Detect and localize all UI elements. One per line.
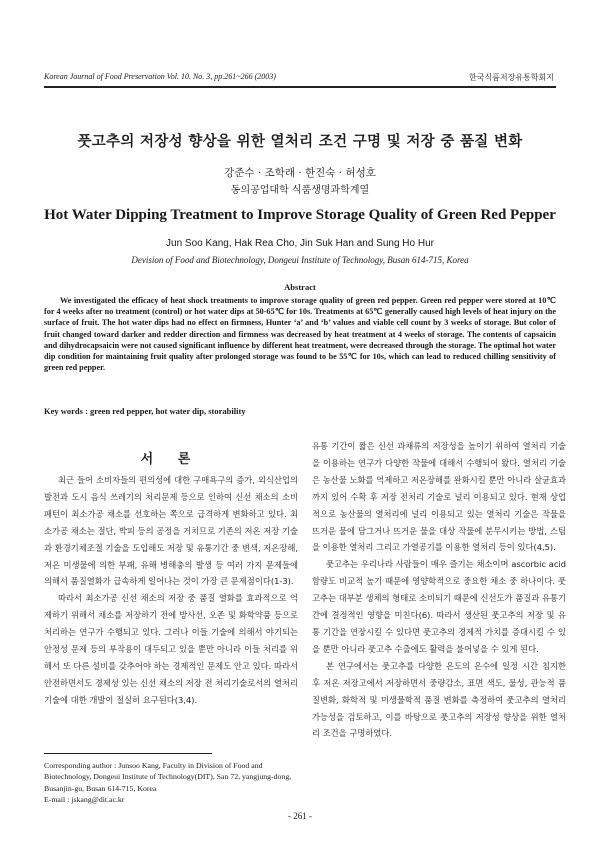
paragraph: 풋고추는 우리나라 사람들이 매우 즐기는 채소이며 ascorbic acid 함량도 비교적 높기 때문에 영양학적으로 중요한 채소 중 하나이다. 풋고추는 대부분 생체의 형태로 소비되기 때문에 신선도가 품질과 유통기간에 결정적인 영향을 미친다(6). 따라서 생산된 풋고추의 저장 및 유통 기간을 연장시킬 수 있다면 풋고추의 경제적 가치를 증대시킬 수 있을 뿐만 아니라 풋고추 수출에도 활력을 불어넣을 수 있게 된다. — [312, 559, 566, 654]
korean-title: 풋고추의 저장성 향상을 위한 열처리 조건 구명 및 저장 중 품질 변화 — [77, 133, 523, 150]
corresponding-author-footnote — [44, 760, 294, 806]
paragraph: 최근 들어 소비자들의 편의성에 대한 구매욕구의 증가, 외식산업의 발전과 도시 음식 쓰레기의 처리문제 등으로 인하여 신선 채소의 소비패턴이 최소가공 채소를 선호하는 쪽으로 급격하게 변화하고 있다. 최소가공 채소는 절단, 박피 등의 공정을 거치므로 기존의 저온 저장 기술과 환경기체조절 기술을 도입해도 저장 및 유통기간 중 변색, 저온장해, 저온 미생물에 의한 부패, 유해 병해충의 발생 등 여러 가지 문제들에 의해서 품질열화가 급속하게 일어나는 것이 가장 큰 문제점이다(1-3). — [44, 475, 298, 587]
english-title: Hot Water Dipping Treatment to Improve Storage Quality of Green Red Pepper — [44, 207, 556, 223]
english-authors: Jun Soo Kang, Hak Rea Cho, Jin Suk Han and Sung Ho Hur — [166, 238, 434, 249]
right-column — [312, 438, 566, 742]
journal-citation: Korean Journal of Food Preservation Vol. 10. No. 3, pp.261~266 (2003) — [44, 72, 276, 81]
footnote-email: E-mail : jskang@dit.ac.kr — [44, 795, 125, 805]
korean-affiliation: 동의공업대학 식품생명과학계열 — [230, 185, 370, 196]
keywords: Key words : green red pepper, hot water dip, storability — [44, 406, 246, 416]
page-number: - 261 - — [288, 811, 312, 821]
footnote-rule — [44, 753, 212, 754]
abstract-heading: Abstract — [284, 282, 316, 292]
korean-authors: 강준수 · 조학래 · 한진숙 · 허성호 — [224, 167, 376, 179]
paragraph-continued: 유통 기간이 짧은 신선 과채류의 저장성을 높이기 위하여 열처리 기술을 이용하는 연구가 다양한 작물에 대해서 수행되어 왔다. 열처리 기술은 농산물 노화를 억제하고 저온장해를 완화시킬 뿐만 아니라 살균효과까지 있어 수확 후 저장 전처리 기술로 널리 이용되고 있다. 현재 상업적으로 농산물의 열처리에 널리 이용되고 있는 열처리 기술은 작물을 뜨거운 물에 담그거나 뜨거운 물을 대상 작물에 분무시키는 방법, 스팀을 이용한 열처리 그리고 가열공기를 이용한 열처리 등이 있다(4,5). — [312, 441, 566, 553]
english-affiliation: Devision of Food and Biotechnology, Dongeui Institute of Technology, Busan 614-715, Korea — [131, 255, 469, 265]
footnote-address: Corresponding author : Junsoo Kang, Faculty in Division of Food and Biotechnology, Dongeui Institute of Technology(DIT), San 72, yangjung-dong, Busanjin-gu, Busan 614-715, Korea — [44, 761, 292, 793]
header-rule — [44, 86, 556, 88]
abstract-text: We investigated the efficacy of heat shock treatments to improve storage quality of green red pepper. Green red pepper were stored at 10℃ for 4 weeks after no treatment (control) or hot water dips at 50-65℃ for 10s. Treatments at 65℃ generally caused high levels of heat injury on the surface of fruit. The hot water dips had no effect on firmness, Hunter ‘a’ and ‘b’ values and viable cell count by 3 weeks of storage. But color of fruit changed toward darker and redder direction and firmness was decreased by heat treatment at 4 weeks of storage. The contents of capsaicin and dihydrocapsaicin were not caused significant influence by different heat treatment, were decreased through the storage. The optimal hot water dip condition for maintaining fruit quality after prolonged storage was found to be 55℃ for 10s, which can lead to reduced chilling sensitivity of green red pepper. — [44, 296, 556, 373]
section-title-introduction: 서 론 — [140, 452, 201, 467]
paragraph: 본 연구에서는 풋고추를 다양한 온도의 온수에 일정 시간 침지한 후 저온 저장고에서 저장하면서 중량감소, 표면 색도, 물성, 관능적 품질변화, 화학적 및 미생물학적 품질 변화를 측정하여 풋고추의 열처리 가능성을 검토하고, 이를 바탕으로 풋고추의 저장성 향상을 위한 열처리 조건을 구명하였다. — [312, 660, 566, 739]
society-name: 한국식품저장유통학회지 — [468, 73, 554, 82]
paragraph: 따라서 최소가공 신선 채소의 저장 중 품질 열화를 효과적으로 억제하기 위해서 채소를 저장하기 전에 방사선, 오존 및 화학약품 등으로 처리하는 연구가 수행되고 있다. 그러나 이들 기술에 의해서 야기되는 안정성 문제 등의 부작용이 대두되고 있을 뿐만 아니라 이들 처리를 위해서 또 다른 설비를 갖추어야 하는 경제적인 문제도 안고 있다. 따라서 안전하면서도 경제성 있는 신선 채소의 저장 전 처리기술로서의 열처리 기술에 대한 개발이 절실히 요구된다(3,4). — [44, 593, 298, 705]
left-column — [44, 472, 298, 709]
